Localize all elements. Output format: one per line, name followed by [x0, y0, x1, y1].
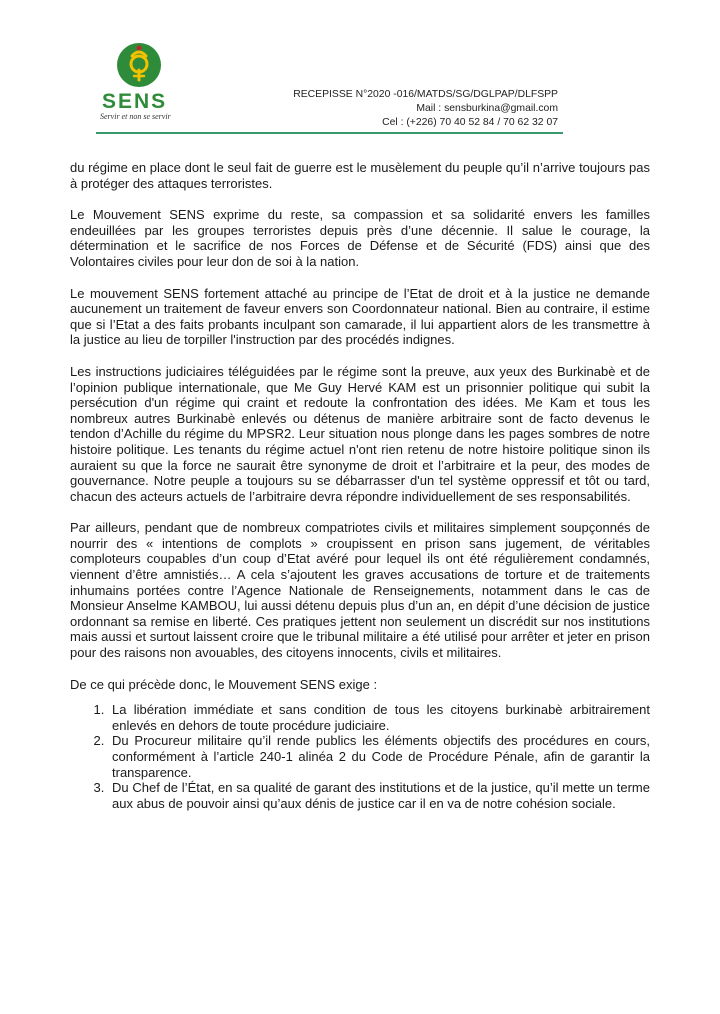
header-contact-block — [293, 88, 558, 130]
paragraph: Le Mouvement SENS exprime du reste, sa compassion et sa solidarité envers les familles endeuillées par les groupes terroristes depuis près d’une décennie. Il salue le courage, la détermination et le sacrifice de nos Forces de Défense et de Sécurité (FDS) ainsi que des Volontaires civiles pour leur don de soi à la nation. — [70, 207, 650, 269]
paragraph: du régime en place dont le seul fait de guerre est le musèlement du peuple qu’il n’arrive toujours pas à protéger des attaques terroristes. — [70, 160, 650, 191]
demand-item: 1. La libération immédiate et sans condition de tous les citoyens burkinabè arbitrairement enlevés en dehors de toute procédure judiciaire. — [108, 702, 650, 733]
letterhead — [0, 0, 720, 140]
document-body — [70, 160, 650, 811]
paragraph: Par ailleurs, pendant que de nombreux compatriotes civils et militaires simplement soupçonnés de nourrir des « intentions de complots » croupissent en prison sans jugement, de véritables comploteurs coupables d’un coup d’Etat avéré pour lequel ils ont été régulièrement condamnés, viennent d’être amnistiés… A cela s’ajoutent les graves accusations de torture et de traitements inhumains portées contre l’Agence Nationale de Renseignements, notamment dans le cas de Monsieur Anselme KAMBOU, lui aussi détenu depuis plus d’un an, en dépit d’une décision de justice ordonnant sa remise en liberté. Ces pratiques jettent non seulement un discrédit sur nos institutions mais aussi et surtout laissent croire que le tribunal militaire a été utilisé pour arrêter et jeter en prison pour des raisons non avouables, des citoyens innocents, civils et militaires. — [70, 520, 650, 661]
paragraph: Les instructions judiciaires téléguidées par le régime sont la preuve, aux yeux des Burkinabè et de l’opinion publique internationale, que Me Guy Hervé KAM est un prisonnier politique qui subit la persécution d'un régime qui craint et redoute la confrontation des idées. Me Kam et tous les nombreux autres Burkinabè enlevés ou détenus de manière arbitraire sont de facto devenus le tendon d’Achille du régime du MPSR2. Leur situation nous plonge dans les pages sombres de notre histoire politique. Les tenants du régime actuel n'ont rien retenu de notre histoire politique sinon ils auraient su que la force ne saurait être synonyme de droit et l’arbitraire et la peur, des modes de gouvernance. Notre peuple a toujours su se débarrasser d'un tel système oppressif et tôt ou tard, chacun des acteurs actuels de l’arbitraire devra répondre individuellement de ses responsabilités. — [70, 363, 650, 504]
demand-item: 3. Du Chef de l’État, en sa qualité de garant des institutions et de la justice, qu’il mette un terme aux abus de pouvoir ainsi qu’aux dénis de justice car il en va de notre cohésion sociale. — [108, 780, 650, 811]
receipt-number: RECEPISSE N°2020 -016/MATDS/SG/DGLPAP/DLFSPP — [293, 89, 558, 100]
paragraph-demands-intro: De ce qui précède donc, le Mouvement SENS exige : — [70, 676, 378, 692]
paragraph: Le mouvement SENS fortement attaché au principe de l’Etat de droit et à la justice ne demande aucunement un traitement de faveur envers son Coordonnateur national. Bien au contraire, il estime que si l’Etat a des faits probants inculpant son camarade, il lui appartient alors de les transmettre à la justice au lieu de torpiller l'instruction par des procédés indignes. — [70, 285, 650, 348]
logo-slogan: Servir et non se servir — [100, 112, 171, 121]
logo-name: SENS — [102, 90, 168, 113]
phone-line: Cel : (+226) 70 40 52 84 / 70 62 32 07 — [382, 117, 558, 128]
demand-item: 2. Du Procureur militaire qu’il rende publics les éléments objectifs des procédures en cours, conformément à l’article 240-1 alinéa 2 du Code de Procédure Pénale, afin de garantir la transparence. — [108, 733, 650, 780]
sens-emblem-icon — [114, 40, 164, 90]
mail-line: Mail : sensburkina@gmail.com — [416, 103, 558, 114]
header-divider — [96, 132, 563, 134]
demands-list — [70, 702, 650, 811]
